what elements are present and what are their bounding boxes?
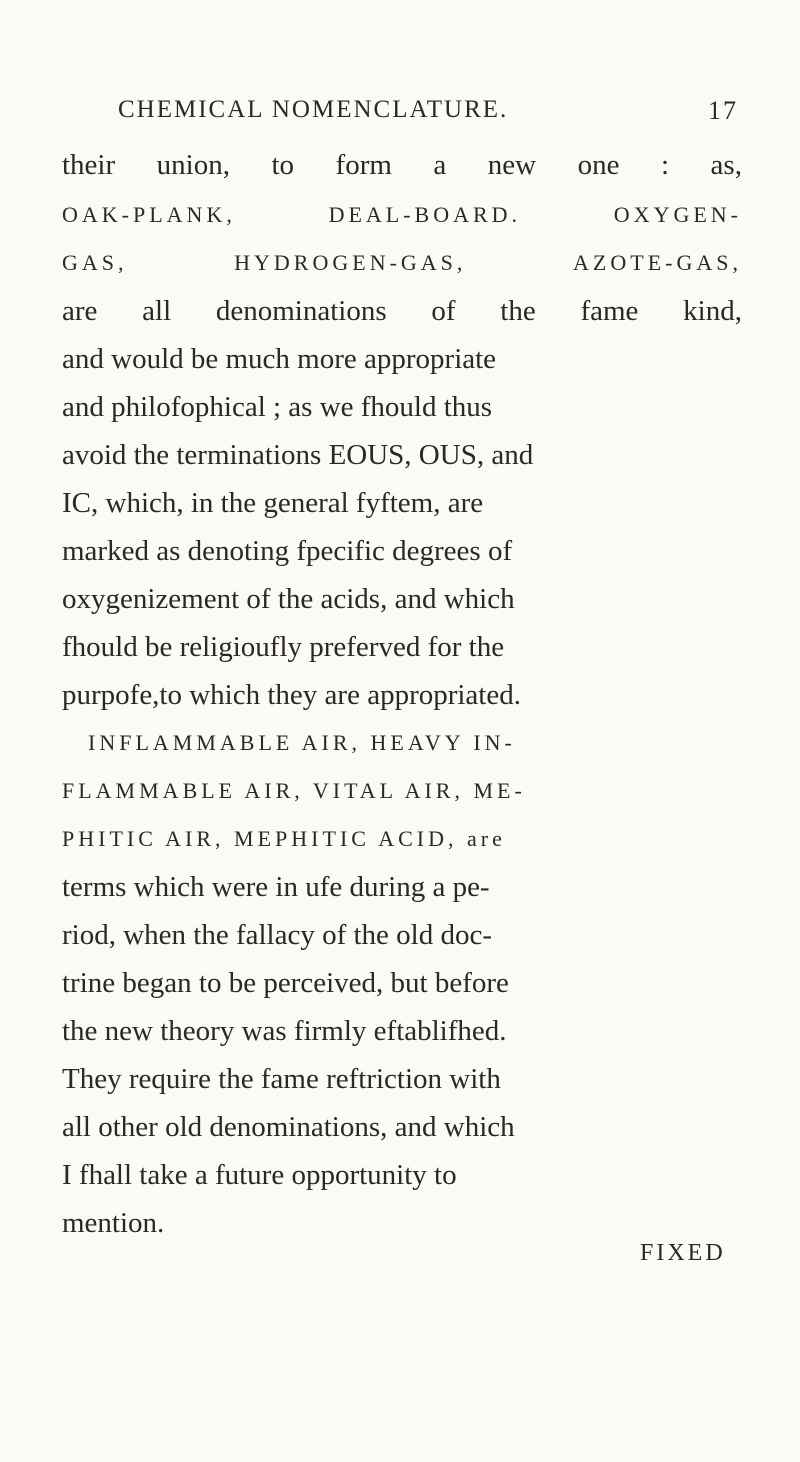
word: are — [62, 295, 98, 327]
text-line: riod, when the fallacy of the old doc- — [62, 919, 493, 951]
word: all — [142, 295, 172, 327]
word: OAK-PLANK, — [62, 202, 236, 227]
word: form — [335, 149, 392, 181]
word: union, — [156, 149, 230, 181]
word: DEAL-BOARD. — [328, 202, 522, 227]
text-line: and would be much more appropriate — [62, 343, 497, 375]
word: kind, — [683, 295, 742, 327]
text-line — [62, 190, 742, 240]
text-line: oxygenizement of the acids, and which — [62, 583, 515, 615]
word: of — [431, 295, 456, 327]
text-line: INFLAMMABLE AIR, HEAVY IN- — [88, 730, 516, 755]
text-line: terms which were in ufe during a pe- — [62, 871, 490, 903]
text-line — [62, 286, 742, 336]
text-line: I fhall take a future opportunity to — [62, 1159, 457, 1191]
word: a — [433, 149, 447, 181]
text-line: all other old denominations, and which — [62, 1111, 515, 1143]
word: the — [500, 295, 536, 327]
word: denominations — [215, 295, 387, 327]
running-title: CHEMICAL NOMENCLATURE. — [118, 96, 509, 123]
word: GAS, — [62, 250, 128, 275]
word: fame — [580, 295, 639, 327]
word: AZOTE-GAS, — [573, 250, 742, 275]
catchword: FIXED — [640, 1240, 726, 1266]
running-head — [118, 96, 738, 136]
text-line: purpofe,to which they are appropriated. — [62, 679, 521, 711]
page-number: 17 — [708, 96, 738, 125]
word: their — [62, 149, 116, 181]
word: new — [487, 149, 537, 181]
text-line: PHITIC AIR, MEPHITIC ACID, are — [62, 826, 506, 851]
word: : — [660, 149, 670, 181]
word: OXYGEN- — [613, 202, 742, 227]
word: as, — [710, 149, 742, 181]
text-line: IC, which, in the general fyftem, are — [62, 487, 484, 519]
text-line: and philofophical ; as we fhould thus — [62, 391, 493, 423]
word: to — [271, 149, 295, 181]
word: HYDROGEN-GAS, — [234, 250, 467, 275]
text-line: fhould be religioufly preferved for the — [62, 631, 505, 663]
text-line: FLAMMABLE AIR, VITAL AIR, ME- — [62, 778, 526, 803]
text-line: avoid the terminations EOUS, OUS, and — [62, 439, 534, 471]
text-line: trine began to be perceived, but before — [62, 967, 509, 999]
text-line — [62, 140, 742, 190]
text-line: mention. — [62, 1207, 165, 1239]
word: one — [577, 149, 620, 181]
text-line — [62, 238, 742, 288]
text-line: the new theory was firmly eftablifhed. — [62, 1015, 507, 1047]
text-line: marked as denoting fpecific degrees of — [62, 535, 513, 567]
text-line: They require the fame reftriction with — [62, 1063, 501, 1095]
